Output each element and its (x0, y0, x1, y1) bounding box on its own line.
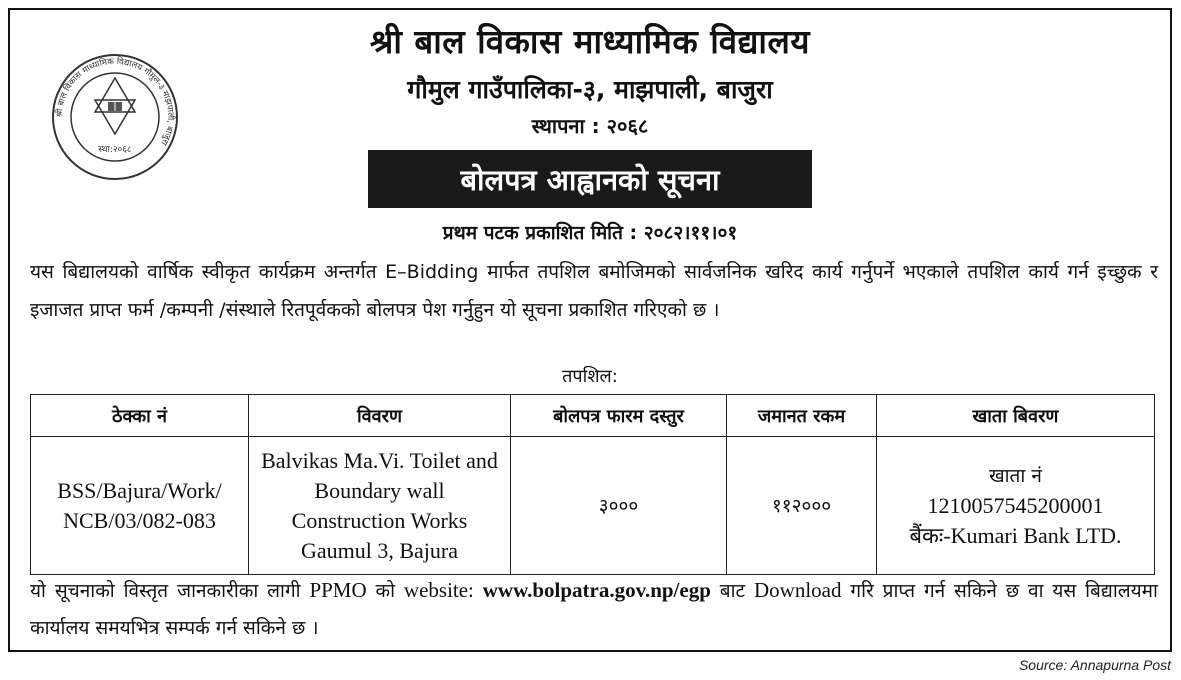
column-header-account-details: खाता बिवरण (877, 395, 1155, 437)
column-header-contract-no: ठेक्का नं (31, 395, 249, 437)
table-header-row (31, 395, 1155, 437)
seal-inner-text: स्था:२०६८ (98, 145, 132, 155)
footer-website-word: website: (403, 578, 474, 602)
bolpatra-url-link[interactable]: www.bolpatra.gov.np/egp (482, 578, 711, 602)
account-label: खाता नं (989, 464, 1042, 487)
footer-download: Download (754, 578, 842, 602)
details-label: तपशिल: (562, 366, 618, 387)
column-header-security-amount: जमानत रकम (727, 395, 877, 437)
footer-text-after: गरि प्राप्त गर्न सकिने छ वा यस बिद्यालयमा कार्यालय समयभित्र सम्पर्क गर्न सकिने छ । (30, 580, 1158, 639)
footer-ko: को (375, 580, 396, 602)
bank-name: बैंकः-Kumari Bank LTD. (909, 522, 1122, 548)
column-header-description: विवरण (249, 395, 511, 437)
notice-body: यस बिद्यालयको वार्षिक स्वीकृत कार्यक्रम अन्तर्गत E–Bidding मार्फत तपशिल बमोजिमको सार्वजनिक खरिद कार्य गर्नुपर्ने भएकाले तपशिल कार्य गर्न इच्छुक र इजाजत प्राप्त फर्म /कम्पनी /संस्थाले रितपूर्वकको बोलपत्र पेश गर्नुहुन यो सूचना प्रकाशित गरिएको छ । (30, 261, 1158, 321)
seal-ring-text: श्री बाल विकास माध्यामिक विद्यालय गौमुल-३ माझपाली, बाजुरा (54, 56, 176, 147)
account-details (877, 437, 1155, 575)
footer-ppmo: PPMO (309, 578, 367, 602)
footer-baata: बाट (719, 580, 746, 602)
school-address: गौमुल गाउँपालिका-३, माझपाली, बाजुरा (407, 75, 773, 104)
school-seal-logo (50, 52, 180, 182)
tender-details-table (30, 394, 1155, 575)
account-number: 1210057545200001 (927, 492, 1104, 518)
notice-title: बोलपत्र आह्वानको सूचना (460, 162, 720, 197)
notice-title-banner (368, 150, 812, 208)
column-header-form-fee: बोलपत्र फारम दस्तुर (511, 395, 727, 437)
security-amount: ११२००० (727, 437, 877, 575)
established-year: स्थापना : २०६८ (531, 114, 649, 138)
footer-note (30, 572, 1158, 647)
publish-date: प्रथम पटक प्रकाशित मिति : २०८२।११।०१ (442, 222, 738, 244)
footer-text-before: यो सूचनाको विस्तृत जानकारीका लागी (30, 580, 301, 602)
contract-number: BSS/Bajura/Work/ NCB/03/082-083 (31, 437, 249, 575)
table-row (31, 437, 1155, 575)
form-fee: ३००० (511, 437, 727, 575)
source-caption: Source: Annapurna Post (1018, 657, 1171, 673)
school-name: श्री बाल विकास माध्यामिक विद्यालय (370, 22, 810, 61)
work-description: Balvikas Ma.Vi. Toilet and Boundary wall Construction Works Gaumul 3, Bajura (249, 437, 511, 575)
